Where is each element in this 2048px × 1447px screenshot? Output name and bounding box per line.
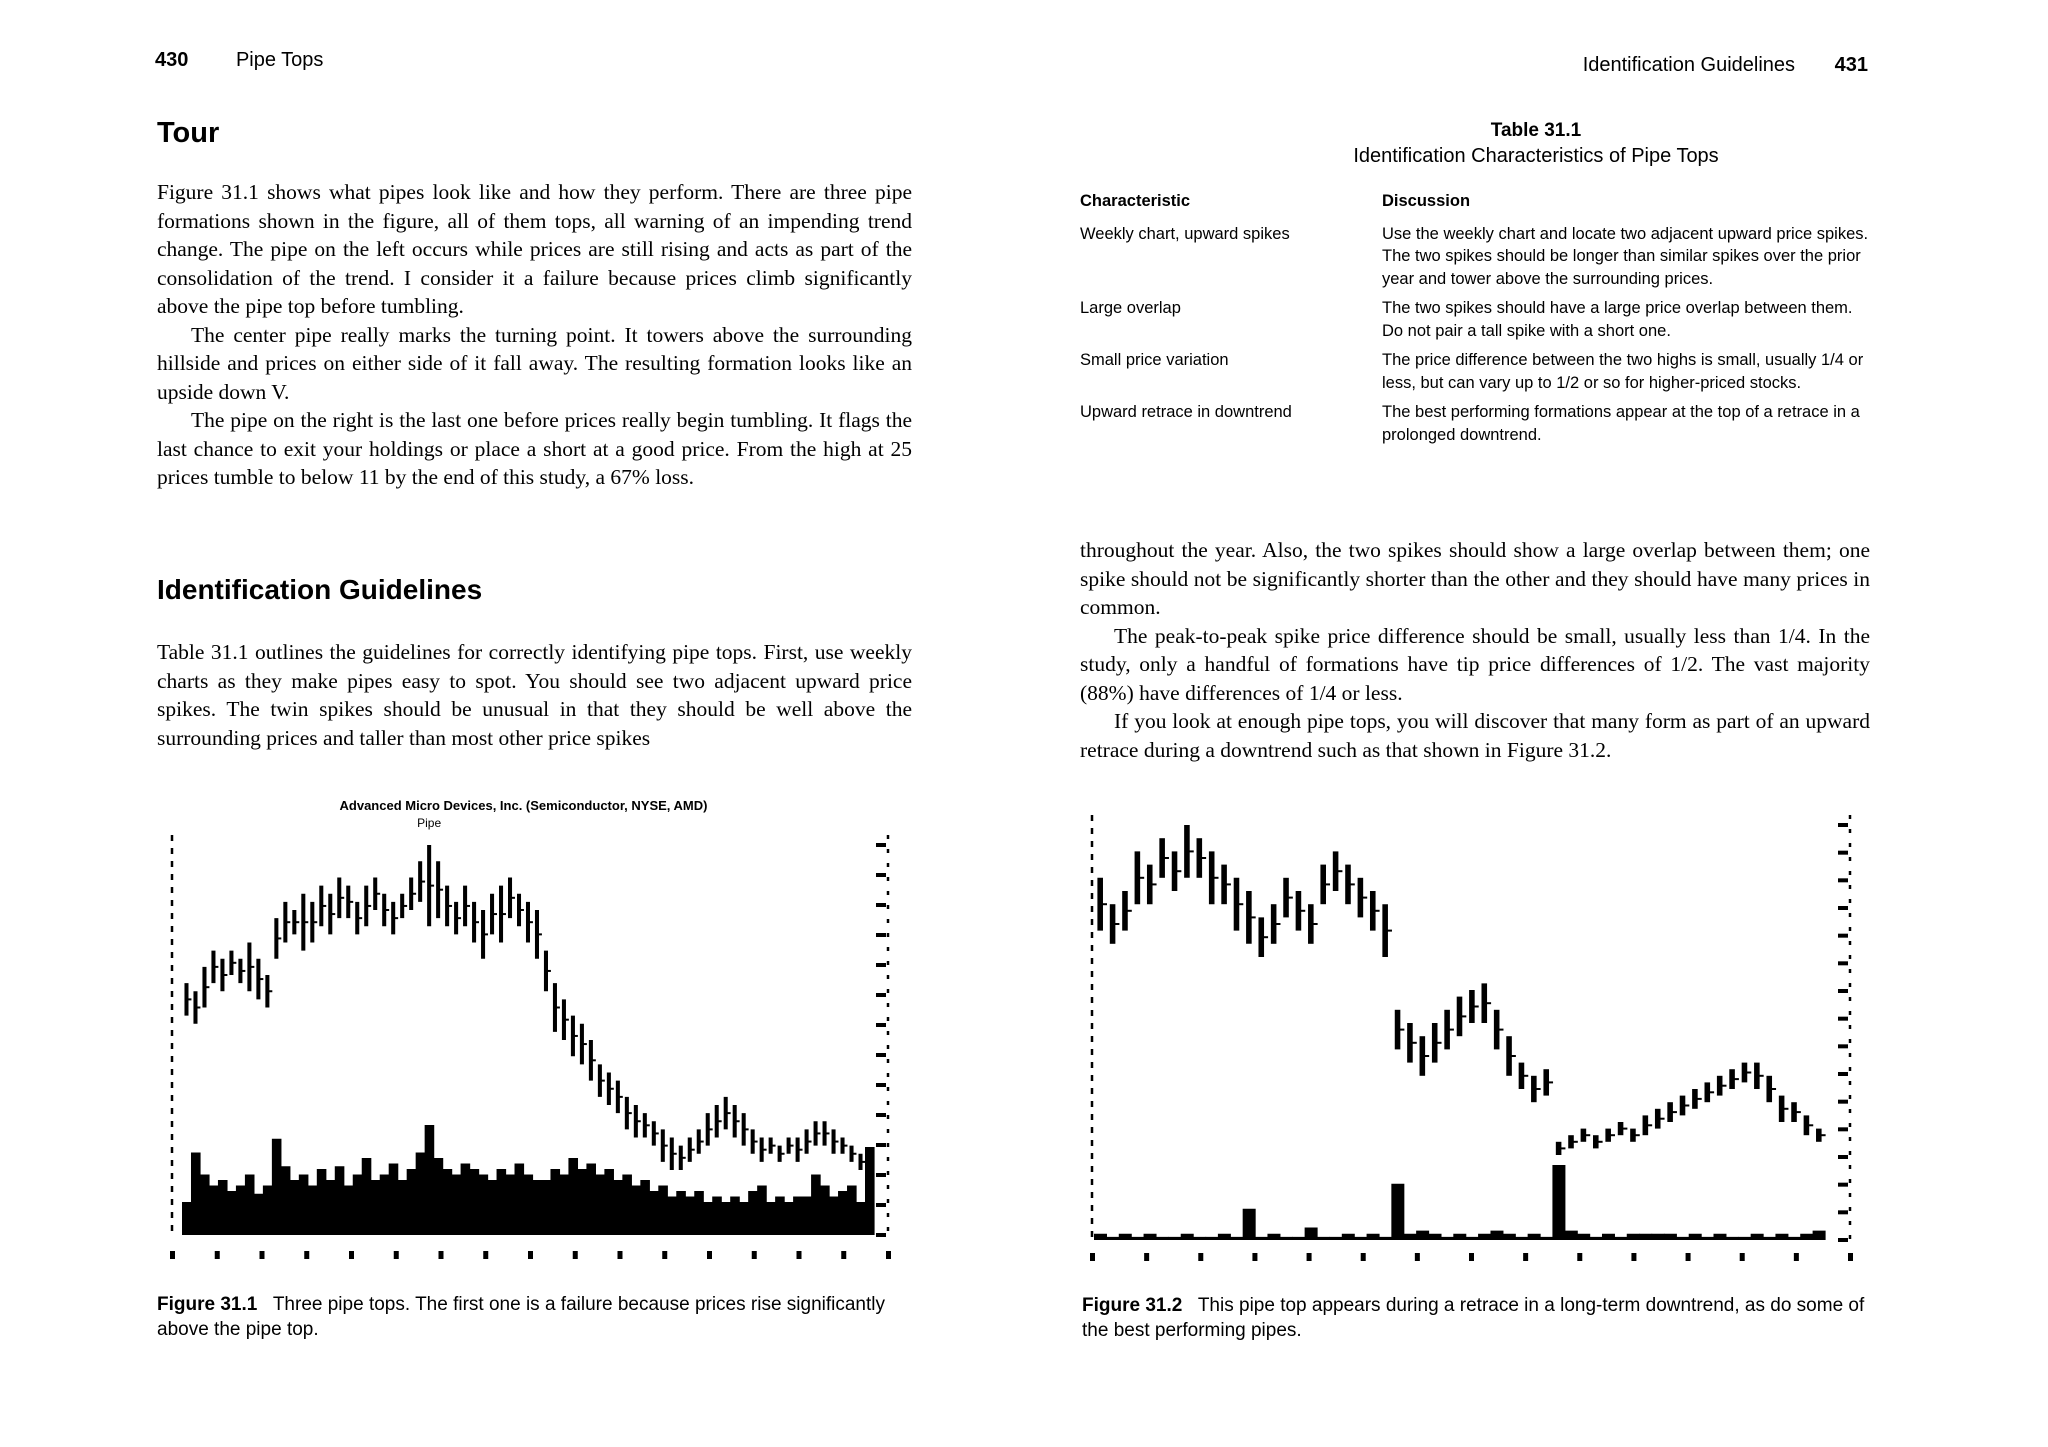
section-title-identification: Identification Guidelines xyxy=(157,574,483,605)
right-paragraph-1: throughout the year. Also, the two spikes should show a large overlap between them; one spike should not be significantly shorter than the other and they should have many prices in common. xyxy=(1080,538,1870,619)
y-axis-tick xyxy=(1838,934,1848,938)
volume-bar xyxy=(1713,1234,1726,1240)
volume-bar xyxy=(1763,1237,1776,1240)
volume-bar xyxy=(604,1169,614,1235)
x-axis-tick xyxy=(1307,1253,1312,1261)
volume-bar xyxy=(748,1191,758,1235)
volume-bar xyxy=(1515,1237,1528,1240)
volume-bar xyxy=(1577,1234,1590,1240)
figure-31-2-caption xyxy=(1082,1293,1872,1343)
x-axis-tick xyxy=(170,1251,175,1259)
x-axis-tick xyxy=(1469,1253,1474,1261)
volume-bar xyxy=(1243,1209,1256,1240)
section-title-tour: Tour xyxy=(157,117,220,149)
volume-bar xyxy=(497,1169,507,1235)
volume-bar xyxy=(506,1175,516,1236)
volume-bar xyxy=(1181,1234,1194,1240)
volume-bar xyxy=(649,1191,659,1235)
volume-bar xyxy=(281,1166,291,1235)
right-page xyxy=(1024,0,2048,1447)
volume-bar xyxy=(1639,1234,1652,1240)
y-axis-tick xyxy=(1838,1183,1848,1187)
volume-bar xyxy=(1156,1237,1169,1240)
volume-bar xyxy=(1094,1234,1107,1240)
volume-bar xyxy=(838,1191,848,1235)
volume-bar xyxy=(371,1180,381,1235)
volume-bar xyxy=(1552,1165,1565,1240)
volume-bar xyxy=(811,1175,821,1236)
volume-bar xyxy=(541,1180,551,1235)
volume-bar xyxy=(398,1180,408,1235)
volume-bar xyxy=(227,1191,237,1235)
left-page-number: 430 xyxy=(155,49,189,71)
table-row xyxy=(1080,223,1870,298)
volume-bar xyxy=(425,1125,435,1235)
y-axis-tick xyxy=(876,993,886,997)
right-page-number: 431 xyxy=(1834,54,1868,76)
y-axis-tick xyxy=(876,933,886,937)
y-axis-tick xyxy=(876,1053,886,1057)
volume-bar xyxy=(362,1158,372,1235)
table-cell-characteristic: Small price variation xyxy=(1080,351,1229,369)
figure-31-2-caption-text: This pipe top appears during a retrace in a long-term downtrend, as do some of the best performing pipes. xyxy=(1082,1295,1865,1341)
tour-text xyxy=(157,178,912,492)
volume-bar xyxy=(622,1175,632,1236)
volume-bar xyxy=(218,1180,228,1235)
volume-bar xyxy=(1144,1234,1157,1240)
volume-bar xyxy=(236,1186,246,1236)
guidelines-paragraph-1: Table 31.1 outlines the guidelines for correctly identifying pipe tops. First, use weekly charts as they make pipes easy to spot. You should see two adjacent upward price spikes. The twin spikes should be unusual in that they should be well above the surrounding prices and taller than most other price spikes xyxy=(157,640,912,750)
volume-bar xyxy=(1367,1234,1380,1240)
volume-bar xyxy=(353,1175,363,1236)
volume-bar xyxy=(1218,1234,1231,1240)
x-axis-tick xyxy=(573,1251,578,1259)
x-axis-tick xyxy=(1740,1253,1745,1261)
table-cell-discussion: The price difference between the two highs is small, usually 1/4 or less, but can vary up to 1/2 or so for higher-priced stocks. xyxy=(1382,351,1864,392)
volume-bar xyxy=(1230,1237,1243,1240)
volume-bar xyxy=(299,1175,309,1236)
table-row xyxy=(1080,297,1870,349)
x-axis-tick xyxy=(215,1251,220,1259)
volume-bar xyxy=(1738,1237,1751,1240)
volume-bar xyxy=(1800,1234,1813,1240)
volume-bar xyxy=(524,1175,534,1236)
y-axis-tick xyxy=(1838,1044,1848,1048)
volume-bar xyxy=(1565,1231,1578,1240)
chart-title: Advanced Micro Devices, Inc. (Semiconductor, NYSE, AMD) xyxy=(339,798,708,813)
volume-bar xyxy=(757,1186,767,1236)
left-running-head xyxy=(155,49,323,72)
y-axis-tick xyxy=(876,1203,886,1207)
table-row xyxy=(1080,401,1870,453)
volume-bar xyxy=(793,1197,803,1236)
volume-bar xyxy=(1528,1234,1541,1240)
y-axis-tick xyxy=(876,1023,886,1027)
y-axis-tick xyxy=(1838,989,1848,993)
volume-bar xyxy=(461,1164,471,1236)
volume-bar xyxy=(586,1164,596,1236)
y-axis-tick xyxy=(1838,1100,1848,1104)
volume-bar xyxy=(416,1153,426,1236)
y-axis-tick xyxy=(876,873,886,877)
right-paragraph-3: If you look at enough pipe tops, you will discover that many form as part of an upward retrace during a downtrend such as that shown in Figure 31.2. xyxy=(1080,709,1870,762)
volume-bar xyxy=(389,1164,399,1236)
volume-bar xyxy=(1391,1184,1404,1240)
volume-bar xyxy=(1689,1234,1702,1240)
tour-paragraph-3: The pipe on the right is the last one before prices really begin tumbling. It flags the last chance to exit your holdings or place a short at a good price. From the high at 25 prices tumble to below 11 by the end of this study, a 67% loss. xyxy=(157,408,912,489)
x-axis-tick xyxy=(260,1251,265,1259)
volume-bar xyxy=(865,1147,875,1235)
x-axis-tick xyxy=(662,1251,667,1259)
volume-bar xyxy=(182,1202,192,1235)
table-label: Table 31.1 xyxy=(1490,120,1582,141)
volume-bar xyxy=(407,1169,417,1235)
volume-bar xyxy=(470,1169,480,1235)
y-axis-tick xyxy=(876,1113,886,1117)
table-cell-discussion: The two spikes should have a large price overlap between them. Do not pair a tall spike with a short one. xyxy=(1382,299,1853,340)
volume-bar xyxy=(1540,1237,1553,1240)
volume-bar xyxy=(847,1186,857,1236)
y-axis-tick xyxy=(1838,1072,1848,1076)
left-running-head-title: Pipe Tops xyxy=(235,49,324,71)
y-axis-tick xyxy=(1838,851,1848,855)
table-cell-discussion: Use the weekly chart and locate two adjacent upward price spikes. The two spikes should be longer than similar spikes over the prior year and tower above the surrounding prices. xyxy=(1382,224,1869,288)
volume-bar xyxy=(730,1197,740,1236)
y-axis-tick xyxy=(876,843,886,847)
y-axis-tick xyxy=(1838,878,1848,882)
table-header-row xyxy=(1080,190,1870,223)
volume-bar xyxy=(856,1202,866,1235)
volume-bar xyxy=(308,1186,318,1236)
volume-bar xyxy=(685,1197,695,1236)
y-axis-tick xyxy=(876,1233,886,1237)
volume-bar xyxy=(802,1197,812,1236)
volume-bar xyxy=(1664,1234,1677,1240)
table-row xyxy=(1080,349,1870,401)
volume-bar xyxy=(317,1169,327,1235)
volume-bar xyxy=(335,1166,345,1235)
volume-bar xyxy=(1627,1234,1640,1240)
volume-bar xyxy=(1193,1237,1206,1240)
volume-bar xyxy=(1676,1237,1689,1240)
y-axis-tick xyxy=(876,903,886,907)
volume-bar xyxy=(443,1169,453,1235)
x-axis-tick xyxy=(1631,1253,1636,1261)
x-axis-tick xyxy=(1361,1253,1366,1261)
volume-bar xyxy=(254,1194,264,1235)
x-axis-tick xyxy=(1144,1253,1149,1261)
table-title: Identification Characteristics of Pipe Tops xyxy=(1353,145,1719,167)
volume-bar xyxy=(613,1180,623,1235)
x-axis-tick xyxy=(394,1251,399,1259)
right-paragraph-2: The peak-to-peak spike price difference should be small, usually less than 1/4. In the study, only a handful of formations have tip price differences of 1/2. The vast majority (88%) have differences of 1/4 or less. xyxy=(1080,623,1870,705)
figure-31-1-label: Figure 31.1 xyxy=(157,1294,258,1315)
volume-bar xyxy=(380,1175,390,1236)
volume-bar xyxy=(515,1164,525,1236)
figure-31-2-chart xyxy=(1080,795,1870,1270)
volume-bar xyxy=(1429,1234,1442,1240)
y-axis-tick xyxy=(876,1143,886,1147)
volume-bar xyxy=(766,1202,776,1235)
figure-31-1-caption xyxy=(157,1292,912,1342)
table-cell-characteristic: Upward retrace in downtrend xyxy=(1080,403,1292,421)
volume-bar xyxy=(1404,1234,1417,1240)
volume-bar xyxy=(1206,1237,1219,1240)
right-body-text xyxy=(1080,536,1870,764)
identification-table xyxy=(1080,190,1870,453)
volume-bar xyxy=(532,1180,542,1235)
volume-bar xyxy=(344,1186,354,1236)
y-axis-tick xyxy=(1838,1155,1848,1159)
x-axis-tick xyxy=(1415,1253,1420,1261)
volume-bar xyxy=(577,1169,587,1235)
table-header-discussion: Discussion xyxy=(1382,192,1471,210)
volume-bar xyxy=(595,1175,605,1236)
y-axis-tick xyxy=(1838,823,1848,827)
volume-bar xyxy=(1466,1237,1479,1240)
volume-bar xyxy=(1317,1237,1330,1240)
x-axis-tick xyxy=(618,1251,623,1259)
x-axis-tick xyxy=(1794,1253,1799,1261)
volume-bar xyxy=(784,1202,794,1235)
volume-bar xyxy=(1726,1237,1739,1240)
volume-bar xyxy=(1168,1237,1181,1240)
pipe-annotation: Pipe xyxy=(417,816,442,830)
x-axis-tick xyxy=(886,1251,891,1259)
volume-bar xyxy=(1106,1237,1119,1240)
volume-bar xyxy=(1329,1237,1342,1240)
volume-bar xyxy=(326,1180,336,1235)
volume-bar xyxy=(1453,1234,1466,1240)
x-axis-tick xyxy=(1252,1253,1257,1261)
y-axis-tick xyxy=(876,963,886,967)
volume-bar xyxy=(694,1191,704,1235)
x-axis-tick xyxy=(1523,1253,1528,1261)
x-axis-tick xyxy=(439,1251,444,1259)
x-axis-tick xyxy=(528,1251,533,1259)
volume-bar xyxy=(568,1158,578,1235)
volume-bar xyxy=(1602,1234,1615,1240)
x-axis-tick xyxy=(841,1251,846,1259)
volume-bar xyxy=(452,1175,462,1236)
volume-bar xyxy=(245,1175,255,1236)
volume-bar xyxy=(820,1186,830,1236)
y-axis-tick xyxy=(876,1083,886,1087)
volume-bar xyxy=(550,1169,560,1235)
volume-bar xyxy=(1131,1237,1144,1240)
volume-bar xyxy=(667,1197,677,1236)
volume-bar xyxy=(712,1197,722,1236)
y-axis-tick xyxy=(1838,906,1848,910)
x-axis-tick xyxy=(304,1251,309,1259)
volume-bar xyxy=(209,1186,219,1236)
y-axis-tick xyxy=(876,1173,886,1177)
table-cell-characteristic: Large overlap xyxy=(1080,299,1181,317)
volume-bar xyxy=(1590,1237,1603,1240)
figure-31-1-caption-text: Three pipe tops. The first one is a failure because prices rise significantly above the pipe top. xyxy=(157,1294,886,1340)
volume-bar xyxy=(1441,1237,1454,1240)
volume-bar xyxy=(1292,1237,1305,1240)
volume-bar xyxy=(1255,1237,1268,1240)
volume-bar xyxy=(1813,1231,1826,1240)
volume-bar xyxy=(775,1197,785,1236)
volume-bar xyxy=(1701,1237,1714,1240)
volume-bar xyxy=(1379,1237,1392,1240)
tour-paragraph-1: Figure 31.1 shows what pipes look like and how they perform. There are three pipe formations shown in the figure, all of them tops, all warning of an impending trend change. The pipe on the left occurs while prices are still rising and acts as part of the consolidation of the trend. I consider it a failure because prices climb significantly above the pipe top before tumbling. xyxy=(157,180,912,318)
volume-bar xyxy=(829,1197,839,1236)
x-axis-tick xyxy=(1848,1253,1853,1261)
volume-bar xyxy=(1788,1237,1801,1240)
volume-bar xyxy=(1267,1234,1280,1240)
volume-bar xyxy=(479,1175,489,1236)
volume-bar xyxy=(200,1175,210,1236)
x-axis-tick xyxy=(1198,1253,1203,1261)
volume-bar xyxy=(1342,1234,1355,1240)
volume-bar xyxy=(191,1153,201,1236)
x-axis-tick xyxy=(1090,1253,1095,1261)
volume-bar xyxy=(1280,1237,1293,1240)
x-axis-tick xyxy=(483,1251,488,1259)
x-axis-tick xyxy=(349,1251,354,1259)
table-cell-characteristic: Weekly chart, upward spikes xyxy=(1080,224,1290,243)
volume-bar xyxy=(1614,1237,1627,1240)
x-axis-tick xyxy=(1577,1253,1582,1261)
right-running-head xyxy=(1528,54,1868,77)
volume-bar xyxy=(739,1202,749,1235)
volume-bar xyxy=(631,1186,641,1236)
table-cell-discussion: The best performing formations appear at the top of a retrace in a prolonged downtrend. xyxy=(1382,403,1860,444)
volume-bar xyxy=(1305,1228,1318,1241)
volume-bar xyxy=(676,1191,686,1235)
y-axis-tick xyxy=(1838,1017,1848,1021)
volume-bar xyxy=(1775,1234,1788,1240)
volume-bar xyxy=(488,1180,498,1235)
volume-bar xyxy=(721,1202,731,1235)
volume-bar xyxy=(658,1186,668,1236)
volume-bar xyxy=(1416,1231,1429,1240)
table-header-characteristic: Characteristic xyxy=(1080,192,1191,210)
x-axis-tick xyxy=(1686,1253,1691,1261)
y-axis-tick xyxy=(1838,1210,1848,1214)
right-running-head-title: Identification Guidelines xyxy=(1582,54,1796,76)
x-axis-tick xyxy=(797,1251,802,1259)
figure-31-1-chart xyxy=(160,795,920,1265)
tour-paragraph-2: The center pipe really marks the turning point. It towers above the surrounding hillside and prices on either side of it fall away. The resulting formation looks like an upside down V. xyxy=(157,322,912,404)
x-axis-tick xyxy=(707,1251,712,1259)
volume-bar xyxy=(1119,1234,1132,1240)
volume-bar xyxy=(1503,1234,1516,1240)
figure-31-2-label: Figure 31.2 xyxy=(1082,1295,1183,1316)
x-axis-tick xyxy=(752,1251,757,1259)
volume-bar xyxy=(640,1180,650,1235)
y-axis-tick xyxy=(1838,1127,1848,1131)
volume-bar xyxy=(559,1175,569,1236)
volume-bar xyxy=(1490,1231,1503,1240)
y-axis-tick xyxy=(1838,961,1848,965)
volume-bar xyxy=(272,1139,282,1235)
volume-bar xyxy=(703,1202,713,1235)
volume-bar xyxy=(290,1180,300,1235)
y-axis-tick xyxy=(1838,1238,1848,1242)
guidelines-text xyxy=(157,638,912,752)
volume-bar xyxy=(1354,1237,1367,1240)
volume-bar xyxy=(263,1186,273,1236)
volume-bar xyxy=(1652,1234,1665,1240)
volume-bar xyxy=(1751,1234,1764,1240)
volume-bar xyxy=(1478,1234,1491,1240)
volume-bar xyxy=(434,1158,444,1235)
